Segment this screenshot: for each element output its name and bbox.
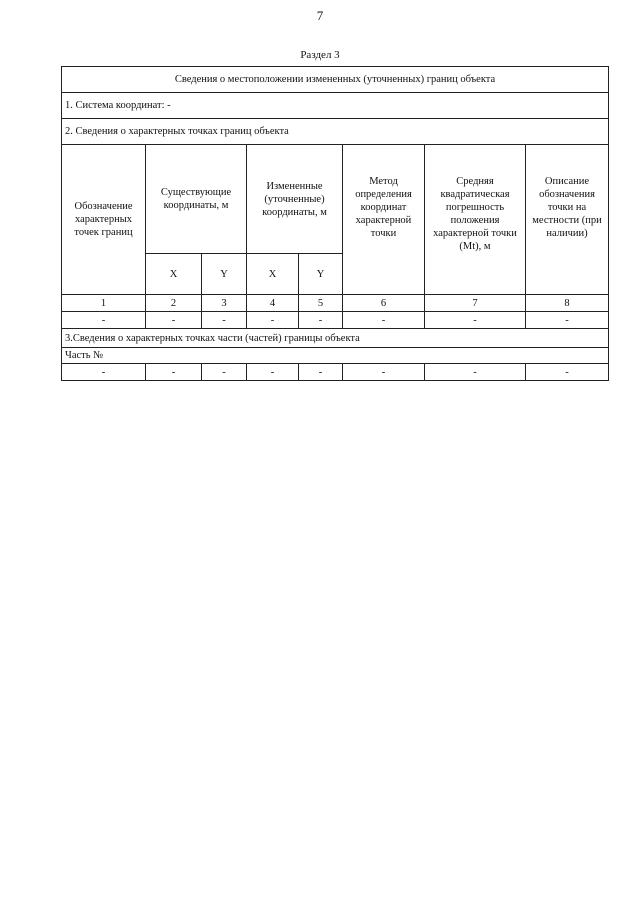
table-cell: -	[425, 364, 526, 381]
table-row	[62, 312, 609, 329]
table-cell: -	[343, 312, 425, 329]
boundary-table	[61, 66, 609, 381]
table-cell: -	[247, 364, 299, 381]
table-cell: -	[146, 364, 202, 381]
table-cell: -	[343, 364, 425, 381]
header-y-changed: Y	[299, 254, 343, 295]
header-error: Средняя квадратическая погрешность положения характерной точки (Mt), м	[425, 145, 526, 295]
table-cell: -	[526, 364, 609, 381]
table-cell: -	[299, 364, 343, 381]
table-cell: -	[526, 312, 609, 329]
table-cell: -	[247, 312, 299, 329]
column-number: 5	[299, 295, 343, 312]
coordinate-system-row: 1. Система координат: -	[62, 93, 609, 119]
header-changed-coords: Измененные (уточненные) координаты, м	[247, 145, 343, 254]
header-existing-coords: Существующие координаты, м	[146, 145, 247, 254]
column-number: 6	[343, 295, 425, 312]
table-cell: -	[425, 312, 526, 329]
column-number: 4	[247, 295, 299, 312]
table-title: Сведения о местоположении измененных (уточненных) границ объекта	[62, 67, 609, 93]
header-x-changed: X	[247, 254, 299, 295]
column-number-row	[62, 295, 609, 312]
header-x-existing: X	[146, 254, 202, 295]
header-description: Описание обозначения точки на местности (при наличии)	[526, 145, 609, 295]
table-cell: -	[146, 312, 202, 329]
boundary-points-row: 2. Сведения о характерных точках границ объекта	[62, 119, 609, 145]
header-y-existing: Y	[202, 254, 247, 295]
header-designation: Обозначение характерных точек границ	[62, 145, 146, 295]
table-cell: -	[202, 364, 247, 381]
column-number: 2	[146, 295, 202, 312]
part-points-row: 3.Сведения о характерных точках части (частей) границы объекта	[62, 329, 609, 348]
table-cell: -	[62, 312, 146, 329]
table-row	[62, 364, 609, 381]
table-cell: -	[62, 364, 146, 381]
column-number: 7	[425, 295, 526, 312]
table-cell: -	[299, 312, 343, 329]
header-method: Метод определения координат характерной точки	[343, 145, 425, 295]
part-number-row: Часть №	[62, 348, 609, 364]
table-cell: -	[202, 312, 247, 329]
page-number: 7	[316, 8, 324, 23]
column-number: 1	[62, 295, 146, 312]
section-title: Раздел 3	[300, 49, 340, 61]
column-number: 8	[526, 295, 609, 312]
column-number: 3	[202, 295, 247, 312]
